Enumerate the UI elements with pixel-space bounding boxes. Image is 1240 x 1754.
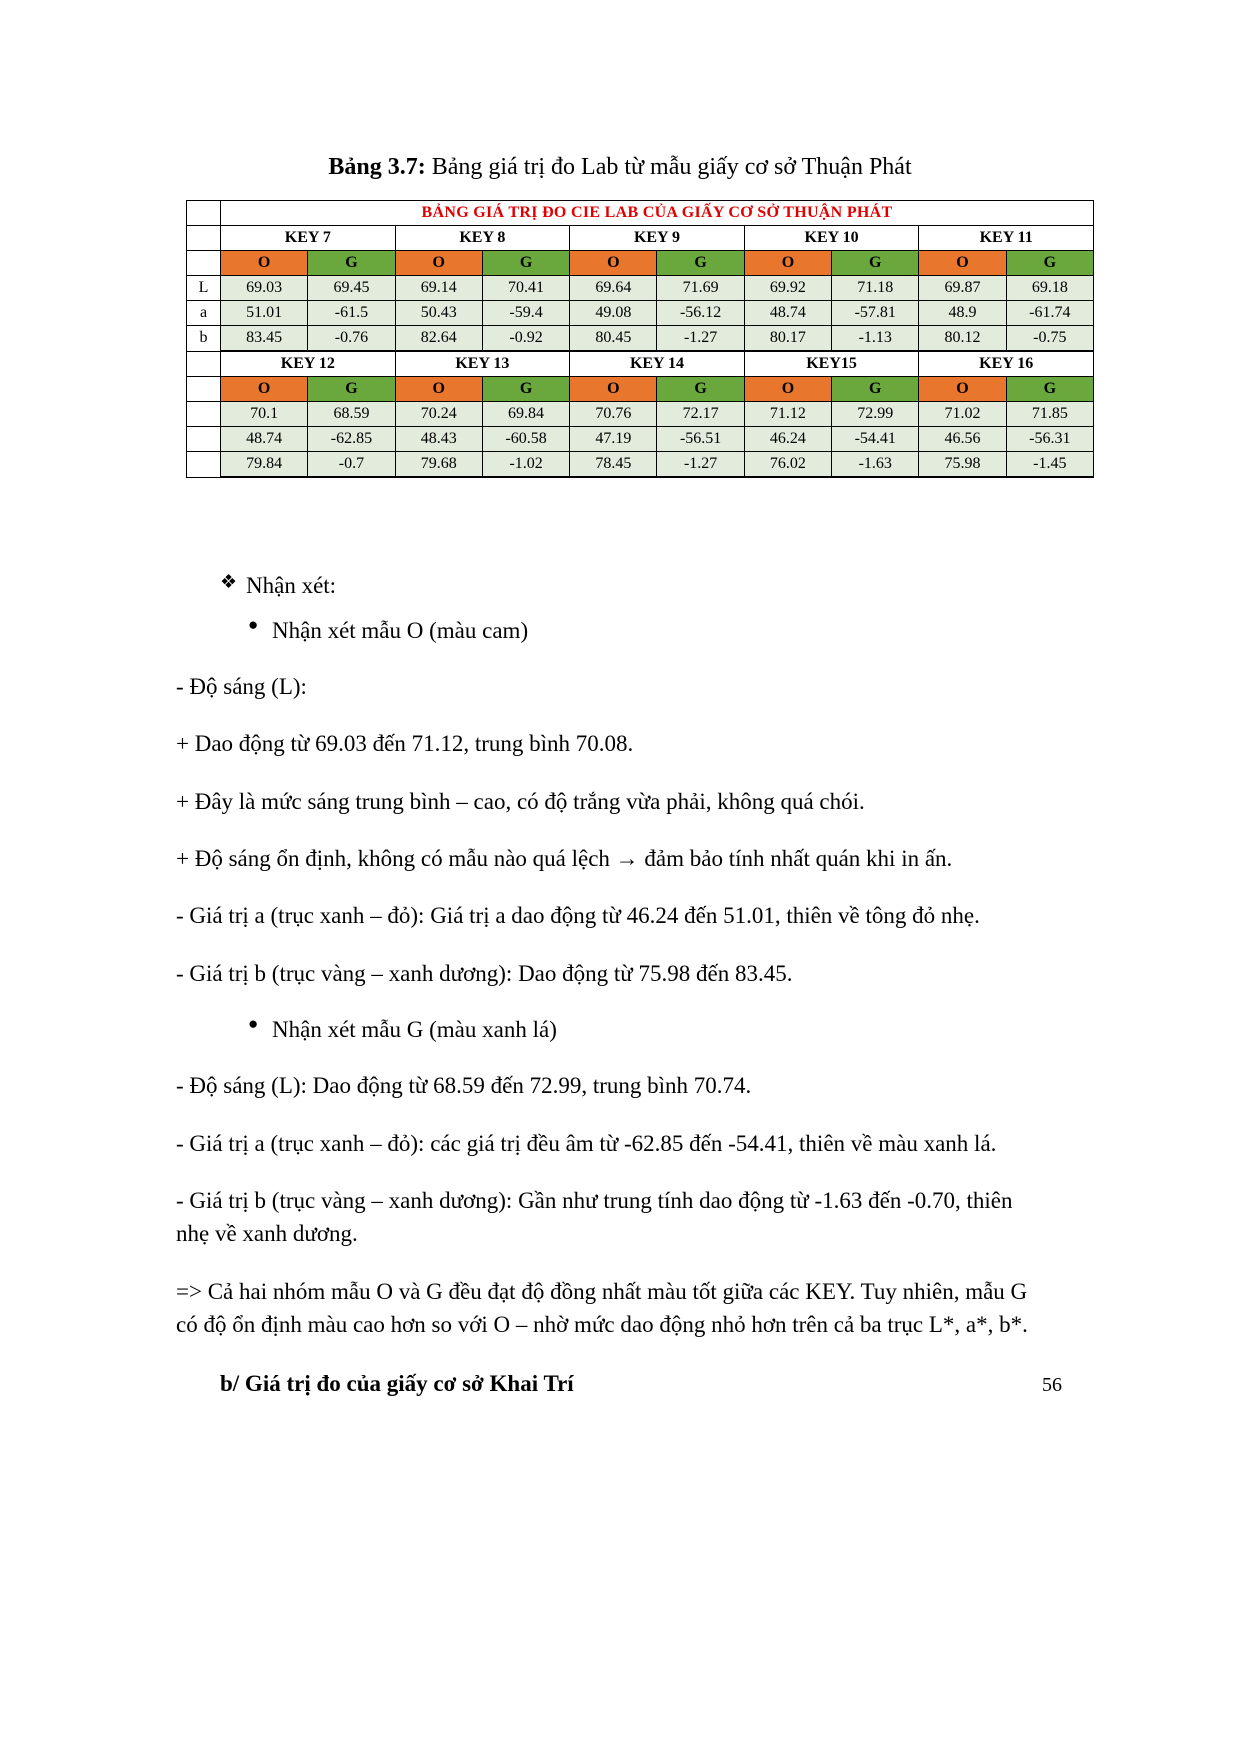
value-cell: 75.98 xyxy=(919,452,1006,478)
value-cell: 48.74 xyxy=(221,427,308,452)
value-cell: 72.17 xyxy=(657,402,744,427)
value-cell: 80.45 xyxy=(570,326,657,352)
paragraph-conclusion: => Cả hai nhóm mẫu O và G đều đạt độ đồng nhất màu tốt giữa các KEY. Tuy nhiên, mẫu G có độ ổn định màu cao hơn so với O – nhờ mức dao động nhỏ hơn trên cả ba trục L*, a*, b*. xyxy=(176,1278,1028,1337)
value-cell: 72.99 xyxy=(832,402,919,427)
og-header-o: O xyxy=(395,377,482,402)
value-cell: -0.7 xyxy=(308,452,395,478)
table-row xyxy=(187,326,1094,352)
list-item-nhan-xet-g xyxy=(176,1014,1040,1045)
value-cell: -1.13 xyxy=(832,326,919,352)
lab-values-table-body xyxy=(187,201,1094,478)
value-cell: -61.5 xyxy=(308,301,395,326)
key-header-cell: KEY 11 xyxy=(919,226,1094,251)
key-header-cell: KEY 14 xyxy=(570,351,745,377)
row-label xyxy=(187,427,221,452)
og-header-g: G xyxy=(308,251,395,276)
paragraph-o-b-value: - Giá trị b (trục vàng – xanh dương): Dao động từ 75.98 đến 83.45. xyxy=(176,960,793,986)
page-number: 56 xyxy=(1042,1374,1062,1396)
key-header-cell: KEY 12 xyxy=(221,351,396,377)
lab-values-table-wrap xyxy=(186,200,1071,478)
body-content xyxy=(176,570,1040,1397)
corner-cell xyxy=(187,201,221,226)
og-header-o: O xyxy=(919,377,1006,402)
value-cell: -59.4 xyxy=(482,301,569,326)
paragraph-g-a-value: - Giá trị a (trục xanh – đỏ): các giá trị đều âm từ -62.85 đến -54.41, thiên về màu xanh lá. xyxy=(176,1130,997,1156)
value-cell: 71.12 xyxy=(744,402,831,427)
subheading-khai-tri: b/ Giá trị đo của giấy cơ sở Khai Trí xyxy=(220,1371,574,1397)
value-cell: 79.68 xyxy=(395,452,482,478)
value-cell: 68.59 xyxy=(308,402,395,427)
key-header-cell: KEY 7 xyxy=(221,226,396,251)
value-cell: 79.84 xyxy=(221,452,308,478)
key-header-row-2 xyxy=(187,351,1094,377)
value-cell: 46.24 xyxy=(744,427,831,452)
stub-cell-empty xyxy=(187,377,221,402)
value-cell: -60.58 xyxy=(482,427,569,452)
diamond-bullet-icon: ❖ xyxy=(220,572,238,593)
row-label: L xyxy=(187,276,221,301)
value-cell: 50.43 xyxy=(395,301,482,326)
value-cell: 51.01 xyxy=(221,301,308,326)
value-cell: 69.64 xyxy=(570,276,657,301)
value-cell: 69.18 xyxy=(1006,276,1093,301)
value-cell: 70.41 xyxy=(482,276,569,301)
value-cell: 69.03 xyxy=(221,276,308,301)
value-cell: -56.31 xyxy=(1006,427,1093,452)
value-cell: 48.74 xyxy=(744,301,831,326)
og-header-o: O xyxy=(570,251,657,276)
value-cell: 71.69 xyxy=(657,276,744,301)
table-row xyxy=(187,276,1094,301)
table-row xyxy=(187,301,1094,326)
value-cell: 70.1 xyxy=(221,402,308,427)
value-cell: 69.14 xyxy=(395,276,482,301)
paragraph-o-stability: + Độ sáng ổn định, không có mẫu nào quá lệch → đảm bảo tính nhất quán khi in ấn. xyxy=(176,846,953,872)
value-cell: -1.02 xyxy=(482,452,569,478)
stub-cell-empty xyxy=(187,226,221,251)
key-header-cell: KEY 8 xyxy=(395,226,570,251)
key-header-cell: KEY 13 xyxy=(395,351,570,377)
og-header-o: O xyxy=(570,377,657,402)
og-header-g: G xyxy=(482,251,569,276)
og-header-o: O xyxy=(744,377,831,402)
row-label: b xyxy=(187,326,221,352)
lab-values-table xyxy=(186,200,1094,478)
og-header-g: G xyxy=(657,377,744,402)
og-header-o: O xyxy=(221,251,308,276)
list-item-label: Nhận xét mẫu G (màu xanh lá) xyxy=(272,1017,557,1043)
og-header-row-2 xyxy=(187,377,1094,402)
dot-bullet-icon: ● xyxy=(248,615,259,635)
og-header-o: O xyxy=(744,251,831,276)
list-item-label: Nhận xét mẫu O (màu cam) xyxy=(272,618,529,644)
row-label xyxy=(187,402,221,427)
og-header-g: G xyxy=(308,377,395,402)
value-cell: 78.45 xyxy=(570,452,657,478)
table-caption xyxy=(0,152,1240,183)
dot-bullet-icon: ● xyxy=(248,1014,259,1034)
value-cell: -56.12 xyxy=(657,301,744,326)
stub-cell-empty xyxy=(187,251,221,276)
paragraph-o-brightness-label: - Độ sáng (L): xyxy=(176,674,307,700)
key-header-cell: KEY 9 xyxy=(570,226,745,251)
value-cell: 80.12 xyxy=(919,326,1006,352)
stub-cell-empty xyxy=(187,351,221,377)
paragraph-o-brightness-desc: + Đây là mức sáng trung bình – cao, có độ trắng vừa phải, không quá chói. xyxy=(176,788,865,814)
paragraph-o-range: + Dao động từ 69.03 đến 71.12, trung bình 70.08. xyxy=(176,731,634,757)
og-header-g: G xyxy=(482,377,569,402)
og-header-g: G xyxy=(1006,251,1093,276)
og-header-row-1 xyxy=(187,251,1094,276)
og-header-g: G xyxy=(657,251,744,276)
value-cell: -1.27 xyxy=(657,452,744,478)
value-cell: 69.45 xyxy=(308,276,395,301)
list-item-nhan-xet xyxy=(176,570,1040,601)
value-cell: -1.27 xyxy=(657,326,744,352)
paragraph-o-a-value: - Giá trị a (trục xanh – đỏ): Giá trị a dao động từ 46.24 đến 51.01, thiên về tông đỏ nhẹ. xyxy=(176,903,980,929)
value-cell: 70.76 xyxy=(570,402,657,427)
table-title: BẢNG GIÁ TRỊ ĐO CIE LAB CỦA GIẤY CƠ SỞ THUẬN PHÁT xyxy=(221,201,1094,226)
row-label xyxy=(187,452,221,478)
list-item-nhan-xet-o xyxy=(176,615,1040,646)
value-cell: 69.92 xyxy=(744,276,831,301)
key-header-cell: KEY 10 xyxy=(744,226,919,251)
value-cell: -62.85 xyxy=(308,427,395,452)
value-cell: -56.51 xyxy=(657,427,744,452)
value-cell: -0.92 xyxy=(482,326,569,352)
value-cell: -1.45 xyxy=(1006,452,1093,478)
caption-text: Bảng giá trị đo Lab từ mẫu giấy cơ sở Thuận Phát xyxy=(425,154,912,180)
value-cell: -54.41 xyxy=(832,427,919,452)
value-cell: 82.64 xyxy=(395,326,482,352)
table-title-row xyxy=(187,201,1094,226)
value-cell: 71.02 xyxy=(919,402,1006,427)
og-header-g: G xyxy=(832,251,919,276)
row-label: a xyxy=(187,301,221,326)
value-cell: 47.19 xyxy=(570,427,657,452)
paragraph-g-b-value: - Giá trị b (trục vàng – xanh dương): Gần như trung tính dao động từ -1.63 đến -0.70, thiên nhẹ về xanh dương. xyxy=(176,1187,1013,1247)
key-header-row-1 xyxy=(187,226,1094,251)
value-cell: 69.87 xyxy=(919,276,1006,301)
value-cell: 70.24 xyxy=(395,402,482,427)
value-cell: 48.9 xyxy=(919,301,1006,326)
og-header-o: O xyxy=(395,251,482,276)
list-item-label: Nhận xét: xyxy=(246,573,337,598)
og-header-o: O xyxy=(919,251,1006,276)
value-cell: -61.74 xyxy=(1006,301,1093,326)
value-cell: 83.45 xyxy=(221,326,308,352)
key-header-cell: KEY 16 xyxy=(919,351,1094,377)
value-cell: 71.18 xyxy=(832,276,919,301)
table-row xyxy=(187,452,1094,478)
table-row xyxy=(187,427,1094,452)
table-row xyxy=(187,402,1094,427)
value-cell: 69.84 xyxy=(482,402,569,427)
value-cell: 71.85 xyxy=(1006,402,1093,427)
value-cell: 49.08 xyxy=(570,301,657,326)
value-cell: 80.17 xyxy=(744,326,831,352)
value-cell: -0.76 xyxy=(308,326,395,352)
paragraph-g-brightness: - Độ sáng (L): Dao động từ 68.59 đến 72.99, trung bình 70.74. xyxy=(176,1073,752,1099)
og-header-g: G xyxy=(832,377,919,402)
key-header-cell: KEY15 xyxy=(744,351,919,377)
value-cell: 76.02 xyxy=(744,452,831,478)
value-cell: 46.56 xyxy=(919,427,1006,452)
value-cell: -0.75 xyxy=(1006,326,1093,352)
value-cell: 48.43 xyxy=(395,427,482,452)
og-header-o: O xyxy=(221,377,308,402)
value-cell: -1.63 xyxy=(832,452,919,478)
og-header-g: G xyxy=(1006,377,1093,402)
caption-label: Bảng 3.7: xyxy=(328,154,426,180)
value-cell: -57.81 xyxy=(832,301,919,326)
